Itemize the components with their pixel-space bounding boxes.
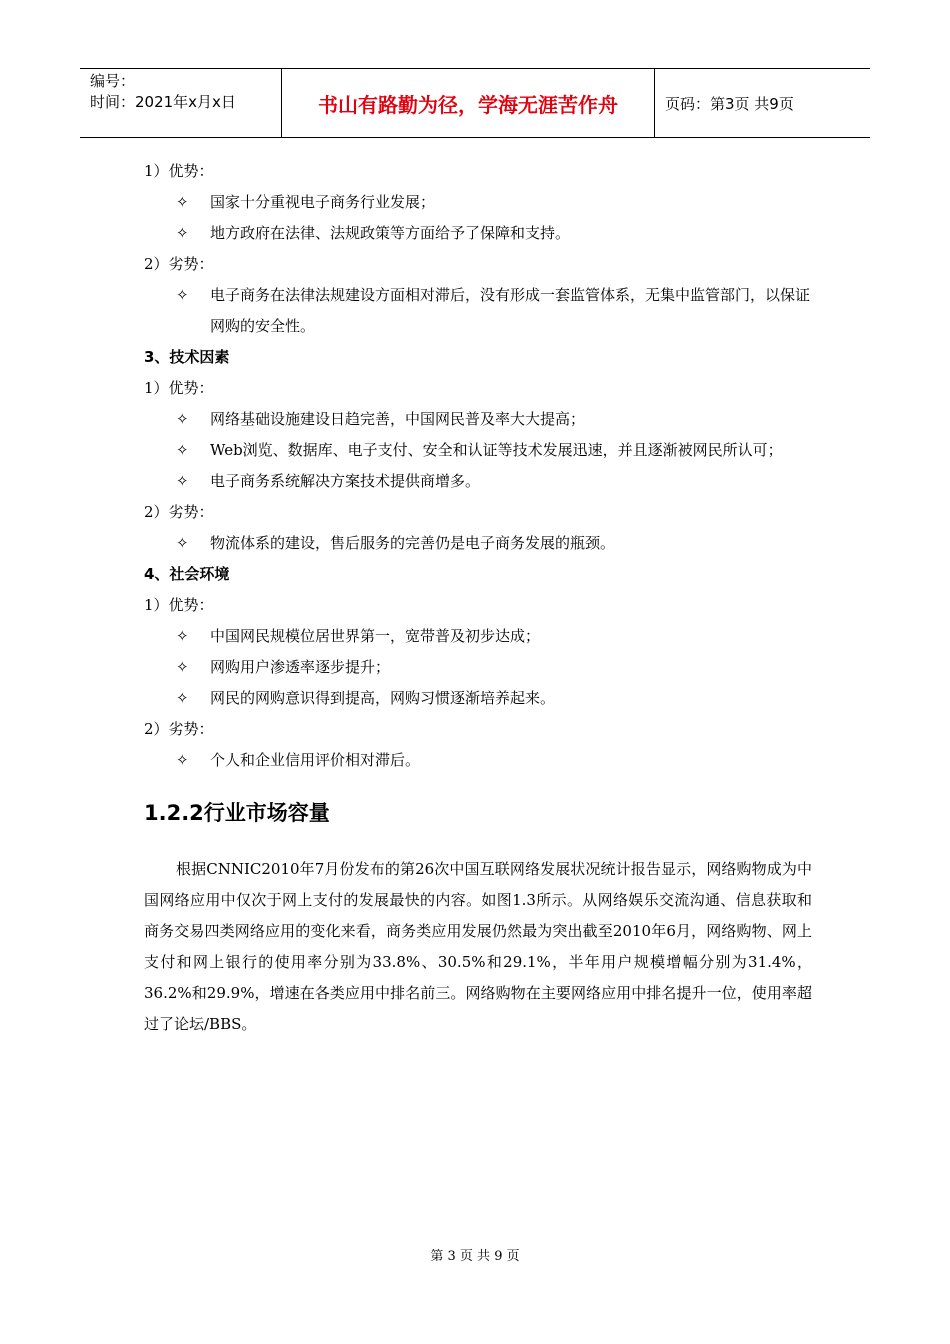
s3-advantage-label: 1）优势：	[144, 379, 214, 397]
diamond-bullet-icon: ✧	[176, 286, 189, 304]
s2-advantage-label: 1）优势：	[144, 162, 214, 180]
page-header	[80, 68, 870, 138]
diamond-bullet-icon: ✧	[176, 224, 189, 242]
s4-disadvantage-label: 2）劣势：	[144, 720, 214, 738]
s3-disadvantage-label: 2）劣势：	[144, 503, 214, 521]
document-body	[144, 156, 812, 1040]
list-item: ✧ Web浏览、数据库、电子支付、安全和认证等技术发展迅速，并且逐渐被网民所认可；	[144, 435, 812, 466]
section-heading-social: 4、社会环境	[144, 565, 230, 583]
diamond-bullet-icon: ✧	[176, 193, 189, 211]
list-item: ✧ 电子商务系统解决方案技术提供商增多。	[144, 466, 812, 497]
number-label: 编号：	[90, 72, 136, 90]
diamond-bullet-icon: ✧	[176, 751, 189, 769]
section-heading-tech: 3、技术因素	[144, 348, 230, 366]
diamond-bullet-icon: ✧	[176, 441, 189, 459]
list-item: ✧ 网民的网购意识得到提高，网购习惯逐渐培养起来。	[144, 683, 812, 714]
s2-disadvantage-label: 2）劣势：	[144, 255, 214, 273]
s4-advantage-label: 1）优势：	[144, 596, 214, 614]
list-item: ✧ 电子商务在法律法规建设方面相对滞后，没有形成一套监管体系，无集中监管部门，以保证网购的安全性。	[144, 280, 812, 342]
list-item: ✧ 个人和企业信用评价相对滞后。	[144, 745, 812, 776]
diamond-bullet-icon: ✧	[176, 658, 189, 676]
header-motto: 书山有路勤为径，学海无涯苦作舟	[282, 69, 655, 137]
list-item: ✧ 地方政府在法律、法规政策等方面给予了保障和支持。	[144, 218, 812, 249]
time-label: 时间：2021年x月x日	[90, 93, 236, 111]
diamond-bullet-icon: ✧	[176, 410, 189, 428]
list-item: ✧ 物流体系的建设，售后服务的完善仍是电子商务发展的瓶颈。	[144, 528, 812, 559]
list-item: ✧ 国家十分重视电子商务行业发展；	[144, 187, 812, 218]
page-footer: 第 3 页 共 9 页	[430, 1249, 520, 1264]
diamond-bullet-icon: ✧	[176, 534, 189, 552]
list-item: ✧ 中国网民规模位居世界第一，宽带普及初步达成；	[144, 621, 812, 652]
diamond-bullet-icon: ✧	[176, 627, 189, 645]
diamond-bullet-icon: ✧	[176, 689, 189, 707]
diamond-bullet-icon: ✧	[176, 472, 189, 490]
body-paragraph: 根据CNNIC2010年7月份发布的第26次中国互联网络发展状况统计报告显示，网络购物成为中国网络应用中仅次于网上支付的发展最快的内容。如图1.3所示。从网络娱乐交流沟通、信息获取和商务交易四类网络应用的变化来看，商务类应用发展仍然最为突出截至2010年6月，网络购物、网上支付和网上银行的使用率分别为33.8%、30.5%和29.1%，半年用户规模增幅分别为31.4%，36.2%和29.9%，增速在各类应用中排名前三。网络购物在主要网络应用中排名提升一位，使用率超过了论坛/BBS。	[144, 860, 812, 1033]
list-item: ✧ 网购用户渗透率逐步提升；	[144, 652, 812, 683]
section-title-market-capacity: 1.2.2行业市场容量	[144, 801, 330, 825]
header-meta	[80, 69, 282, 137]
list-item: ✧ 网络基础设施建设日趋完善，中国网民普及率大大提高；	[144, 404, 812, 435]
header-page-info: 页码：第3页 共9页	[665, 94, 794, 113]
